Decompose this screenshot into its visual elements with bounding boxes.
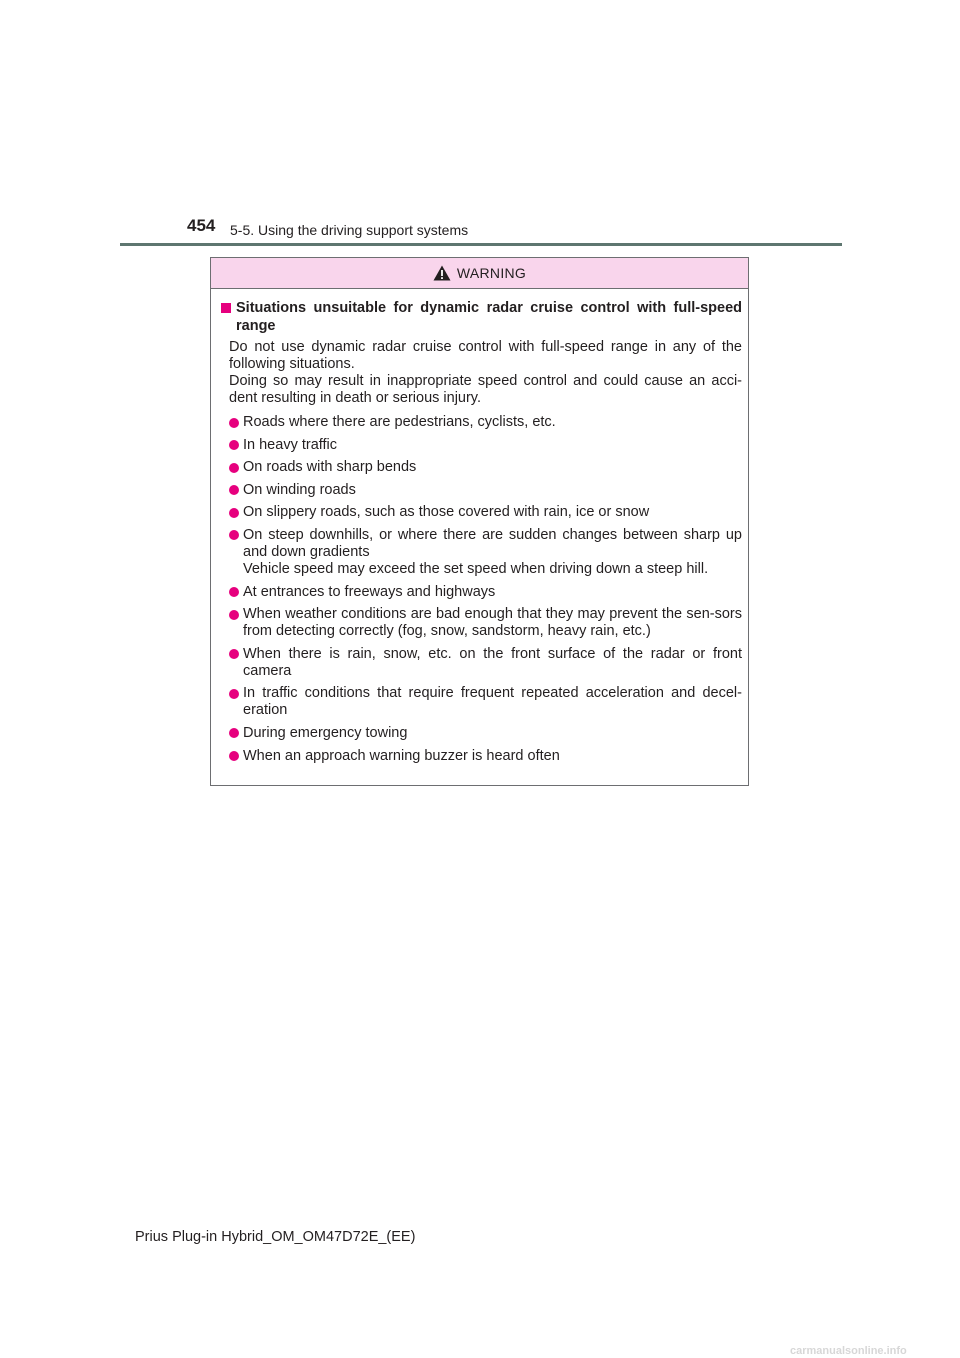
list-item	[229, 646, 742, 680]
bullet-dot-icon	[229, 440, 239, 450]
bullet-dot-icon	[229, 530, 239, 540]
bullet-dot-icon	[229, 649, 239, 659]
list-item-text: On roads with sharp bends	[243, 459, 417, 476]
list-item	[229, 504, 742, 521]
warning-triangle-icon	[433, 265, 451, 281]
intro-line: following situations.	[229, 356, 355, 372]
list-item	[229, 482, 742, 499]
list-item-text: On winding roads	[243, 481, 356, 498]
list-item	[229, 527, 742, 578]
list-item	[229, 748, 742, 765]
bullet-dot-icon	[229, 689, 239, 699]
situation-list	[221, 414, 742, 765]
list-item	[229, 437, 742, 454]
list-item	[229, 414, 742, 431]
list-item	[229, 584, 742, 601]
header-rule	[120, 243, 842, 246]
intro-line: Do not use dynamic radar cruise control with full-speed range in any of the	[229, 339, 742, 355]
list-item	[229, 459, 742, 476]
intro-line: Doing so may result in inappropriate speed control and could cause an acci-	[229, 373, 742, 389]
warning-intro	[221, 339, 742, 407]
bullet-dot-icon	[229, 463, 239, 473]
intro-line: dent resulting in death or serious injury.	[229, 390, 482, 406]
list-item-note: Vehicle speed may exceed the set speed when driving down a steep hill.	[243, 560, 709, 577]
list-item-text: In heavy traffic	[243, 436, 338, 453]
bullet-dot-icon	[229, 418, 239, 428]
list-item	[229, 725, 742, 742]
list-item-text: Roads where there are pedestrians, cyclists, etc.	[243, 414, 556, 430]
page-number: 454	[187, 216, 216, 235]
list-item-text	[243, 527, 742, 578]
warning-label: WARNING	[456, 265, 527, 281]
list-item-text: On slippery roads, such as those covered with rain, ice or snow	[243, 504, 650, 521]
list-item-main: On steep downhills, or where there are sudden changes between sharp up and down gradients	[243, 526, 742, 560]
watermark: carmanualsonline.info	[790, 1345, 907, 1357]
list-item-text: When weather conditions are bad enough that they may prevent the sen-sors from detecting correctly (fog, snow, sandstorm, heavy rain, etc.)	[243, 606, 742, 640]
list-item-text: In traffic conditions that require frequent repeated acceleration and decel-eration	[243, 685, 742, 719]
list-item-text: When an approach warning buzzer is heard often	[243, 747, 560, 764]
list-item-text: During emergency towing	[243, 724, 408, 741]
bullet-dot-icon	[229, 587, 239, 597]
section-title: 5-5. Using the driving support systems	[230, 222, 469, 238]
footer-document-title: Prius Plug-in Hybrid_OM_OM47D72E_(EE)	[135, 1229, 416, 1245]
bullet-dot-icon	[229, 751, 239, 761]
warning-heading	[221, 299, 742, 335]
warning-heading-text: Situations unsuitable for dynamic radar cruise control with full-speed range	[236, 300, 742, 334]
bullet-dot-icon	[229, 508, 239, 518]
warning-header	[211, 258, 748, 289]
square-bullet-icon	[221, 303, 231, 313]
list-item-text: When there is rain, snow, etc. on the front surface of the radar or front camera	[243, 645, 742, 679]
bullet-dot-icon	[229, 728, 239, 738]
list-item	[229, 685, 742, 719]
warning-box	[210, 257, 749, 786]
warning-body	[211, 289, 748, 765]
bullet-dot-icon	[229, 485, 239, 495]
list-item	[229, 606, 742, 640]
list-item-text: At entrances to freeways and highways	[243, 583, 496, 600]
bullet-dot-icon	[229, 610, 239, 620]
